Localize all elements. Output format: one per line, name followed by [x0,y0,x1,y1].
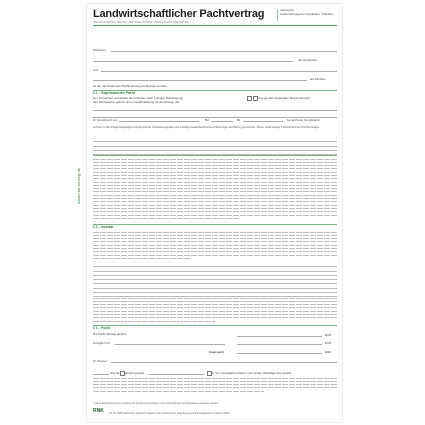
eur-label-1: EUR [325,333,332,337]
zuzueglich-amount-field[interactable] [237,344,322,345]
footnote: *) diese Beschreibung eine Umfang und System mit Inh Datum und Unterschrift der Vertragsparteien versehen werden [93,402,219,405]
besichtigung-checkbox[interactable] [247,96,252,101]
grundbuch-label: im Grundbuch von [93,118,118,122]
body-paragraph-lines [93,157,337,220]
footer-text: Art.-Nr. 5005 Nachdruck, Abschrift, Kopieren oder elektronische Speicherung auch auszugsweise verboten 2/2013 [109,412,230,415]
geschlossen-text: ist der nachstehende Pachtvertrag geschlossen worden: [93,84,168,88]
zwischen-field[interactable] [111,51,337,52]
document-page [76,4,342,422]
zuzueglich-label: zuzüglich für [93,341,110,345]
zuzueglich-field[interactable] [115,344,225,345]
vierteljahr-label: in vier Vierteljahres-Raten zum ersten Werktage des jeweils [212,371,292,375]
pacht-amount-field[interactable] [237,336,322,337]
payment-field-1[interactable] [93,374,109,375]
header-rule [93,25,337,26]
s3-paragraph-lines [93,376,337,392]
s2-heading: § 2 – Inventar [93,225,114,229]
in-worten-field[interactable] [111,362,337,363]
paechter-address-field[interactable] [93,80,307,81]
und-label: und [93,68,99,72]
bd-label: Bd. [205,118,210,122]
s1-line1: Der Verpächter verpachtet dem Pächter nach erfolgter Besichtigung [93,96,184,100]
insgesamt-amount-field[interactable] [237,353,322,354]
zwischen-label: Zwischen [93,48,106,52]
pacht-jaehrlich-label: Die Pacht beträgt jährlich [93,332,127,336]
publisher-logo: RNK [93,408,104,414]
contract-type-box [277,9,338,21]
verpaechter-label: als Verpächter [298,58,318,62]
paechter-name-field[interactable] [101,71,337,72]
s2-para-b-lines [93,296,337,322]
payment-field-2[interactable] [149,374,204,375]
s2-top-rule [93,224,337,225]
bl-label: Bl. [237,118,241,122]
document-title: Landwirtschaftlicher Pachtvertrag [93,8,265,20]
paechter-label: als Pächter [310,77,326,81]
und-bis-label: und bis [110,371,120,375]
s1-blank-lines[interactable] [93,138,337,155]
s1-line2: den Pachtsache, jedoch ohne Gewährleistung für den Ertrag, die [93,100,180,104]
eur-label-2: EUR [325,341,332,345]
jaehrlich-label: jährlich jeweils [125,371,145,375]
bl-field[interactable] [243,121,283,122]
verpaechter-address-field[interactable] [93,61,293,62]
s1-heading: § 1 – Gegenstand der Pacht [93,91,135,95]
s3-heading: § 3 – Pacht [93,326,110,330]
contract-type-sub: Außenordnung bei Verpächter / Pächter [280,11,333,16]
s1-field-1[interactable] [93,110,337,111]
eur-label-3: EUR [325,350,332,354]
s2-paragraph-lines [93,230,337,260]
document-subtitle: (Rechtsverhältnisse zwischen, bzw. Stellen künftiger, Zwischenstand außerpachtet) [93,21,189,24]
s1-tail-text: Auf dem in der Anlage beigefügten Auszug aus der Flurkarte/Lageplan sind sonstige katastertechnische Aufhebungen wird Bezug genommen. Dieser ist als Anlage 1 Bestandteil des Pachtvertrages. [93,126,320,129]
publisher-url: www.rnk-verlag.de [76,167,81,204]
s3-top-rule [93,325,337,326]
grundbuch-field[interactable] [119,121,199,122]
s1-bottom-rule [93,155,337,156]
insgesamt-label: Insgesamt [209,350,224,354]
bezeichnete-label: bezeichnete Grundstück. [287,118,321,122]
contract-type-label: Vertrag für [280,8,295,12]
bd-field[interactable] [211,121,233,122]
in-worten-label: (in Worten [93,359,107,363]
s1-line1b: und gemäß beigefügter Beschreibung*) [258,96,311,100]
